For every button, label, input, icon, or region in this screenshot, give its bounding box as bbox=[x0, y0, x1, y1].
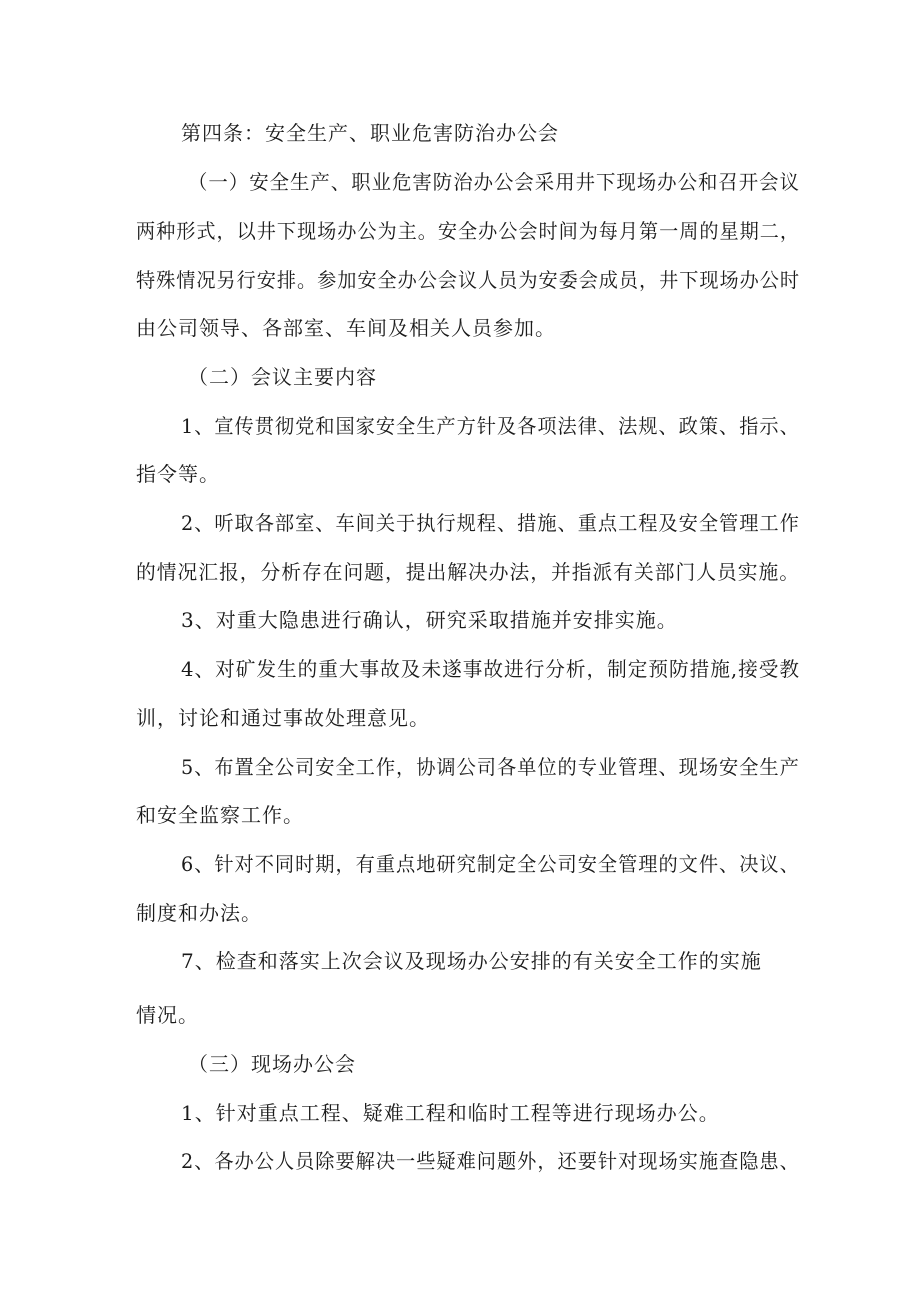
list-item-line: 2、各办公人员除要解决一些疑难问题外，还要针对现场实施查隐患、 bbox=[181, 1149, 800, 1173]
subsection-heading: （三）现场办公会 bbox=[188, 1052, 356, 1076]
list-item-line: 2、听取各部室、车间关于执行规程、措施、重点工程及安全管理工作 bbox=[181, 511, 800, 535]
list-item-line: 制度和办法。 bbox=[136, 901, 262, 925]
subsection-heading: （二）会议主要内容 bbox=[188, 365, 377, 389]
paragraph-line: 特殊情况另行安排。参加安全办公会议人员为安委会成员，井下现场办公时 bbox=[136, 268, 801, 292]
list-item-line: 1、针对重点工程、疑难工程和临时工程等进行现场办公。 bbox=[181, 1101, 720, 1125]
paragraph-line: （一）安全生产、职业危害防治办公会采用井下现场办公和召开会议 bbox=[188, 170, 800, 194]
list-item-line: 4、对矿发生的重大事故及未遂事故进行分析，制定预防措施,接受教 bbox=[181, 657, 801, 681]
list-item-line: 的情况汇报，分析存在问题，提出解决办法，并指派有关部门人员实施。 bbox=[136, 560, 801, 584]
paragraph-line: 由公司领导、各部室、车间及相关人员参加。 bbox=[136, 316, 556, 340]
list-item-line: 3、对重大隐患进行确认，研究采取措施并安排实施。 bbox=[181, 608, 678, 632]
paragraph-line: 两种形式，以井下现场办公为主。安全办公会时间为每月第一周的星期二， bbox=[136, 219, 801, 243]
list-item-line: 7、检查和落实上次会议及现场办公安排的有关安全工作的实施 bbox=[181, 949, 762, 973]
list-item-line: 1、宣传贯彻党和国家安全生产方针及各项法律、法规、政策、指示、 bbox=[181, 414, 800, 438]
section-title: 第四条：安全生产、职业危害防治办公会 bbox=[181, 121, 559, 145]
list-item-line: 5、布置全公司安全工作，协调公司各单位的专业管理、现场安全生产 bbox=[181, 755, 800, 779]
list-item-line: 训，讨论和通过事故处理意见。 bbox=[136, 706, 430, 730]
list-item-line: 指令等。 bbox=[136, 462, 220, 486]
list-item-line: 情况。 bbox=[136, 1003, 199, 1027]
list-item-line: 和安全监察工作。 bbox=[136, 803, 304, 827]
list-item-line: 6、针对不同时期，有重点地研究制定全公司安全管理的文件、决议、 bbox=[181, 852, 800, 876]
